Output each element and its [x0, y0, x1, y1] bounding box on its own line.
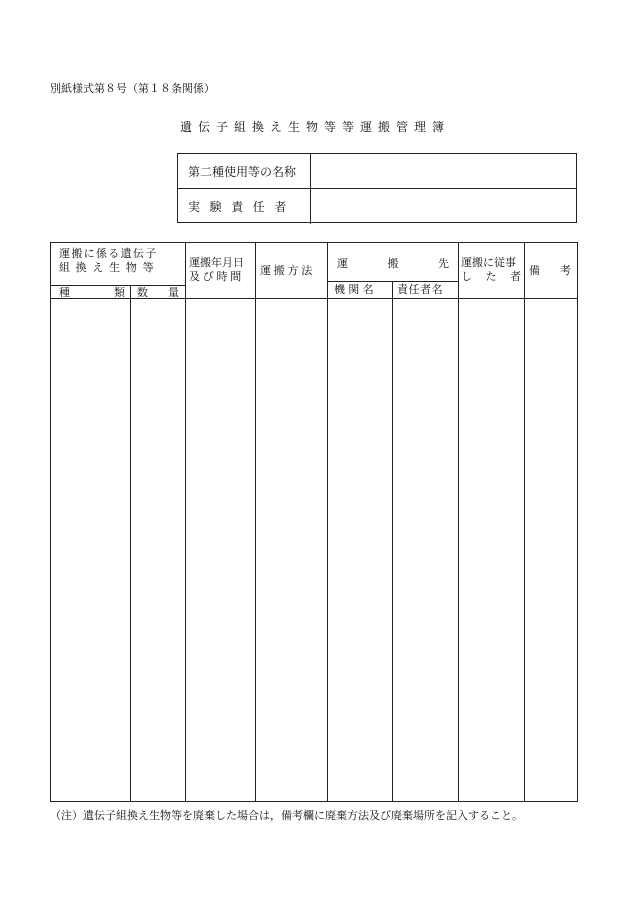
responsible-row: [178, 188, 576, 224]
info-box: [177, 153, 577, 223]
usage-name-row: [178, 154, 576, 189]
footnote: （注）遺伝子組換え生物等を廃棄した場合は，備考欄に廃棄方法及び廃棄場所を記入すること。: [50, 809, 523, 822]
responsible-label: 実験責任者: [178, 189, 311, 224]
date-header-line1: 運搬年月日: [189, 256, 244, 269]
organism-header-line1: 運搬に係る遺伝子: [59, 247, 158, 260]
destination-subheader-line: [327, 281, 458, 282]
header-bottom-line: [51, 298, 577, 299]
handler-header-line1: 運搬に従事: [461, 256, 516, 269]
usage-name-label: 第二種使用等の名称: [178, 154, 311, 189]
document-title: 遺伝子組換え生物等等運搬管理簿: [179, 120, 450, 134]
form-number: 別紙様式第８号（第１８条関係）: [50, 82, 215, 95]
responsible-person-header: 責任者名: [397, 283, 444, 296]
method-header: 運搬方法: [260, 264, 315, 277]
institution-header: 機関名: [334, 283, 377, 296]
transport-table: [50, 242, 578, 802]
date-header-line2: 及び時間: [189, 270, 244, 283]
quantity-header: 数量: [137, 286, 179, 299]
kind-header: 種類: [59, 286, 125, 299]
organism-header-line2: 組換え生物等: [59, 261, 160, 274]
handler-header-line2: した者: [461, 270, 521, 283]
remarks-header: 備考: [529, 264, 571, 277]
destination-header: 運搬先: [337, 257, 449, 270]
